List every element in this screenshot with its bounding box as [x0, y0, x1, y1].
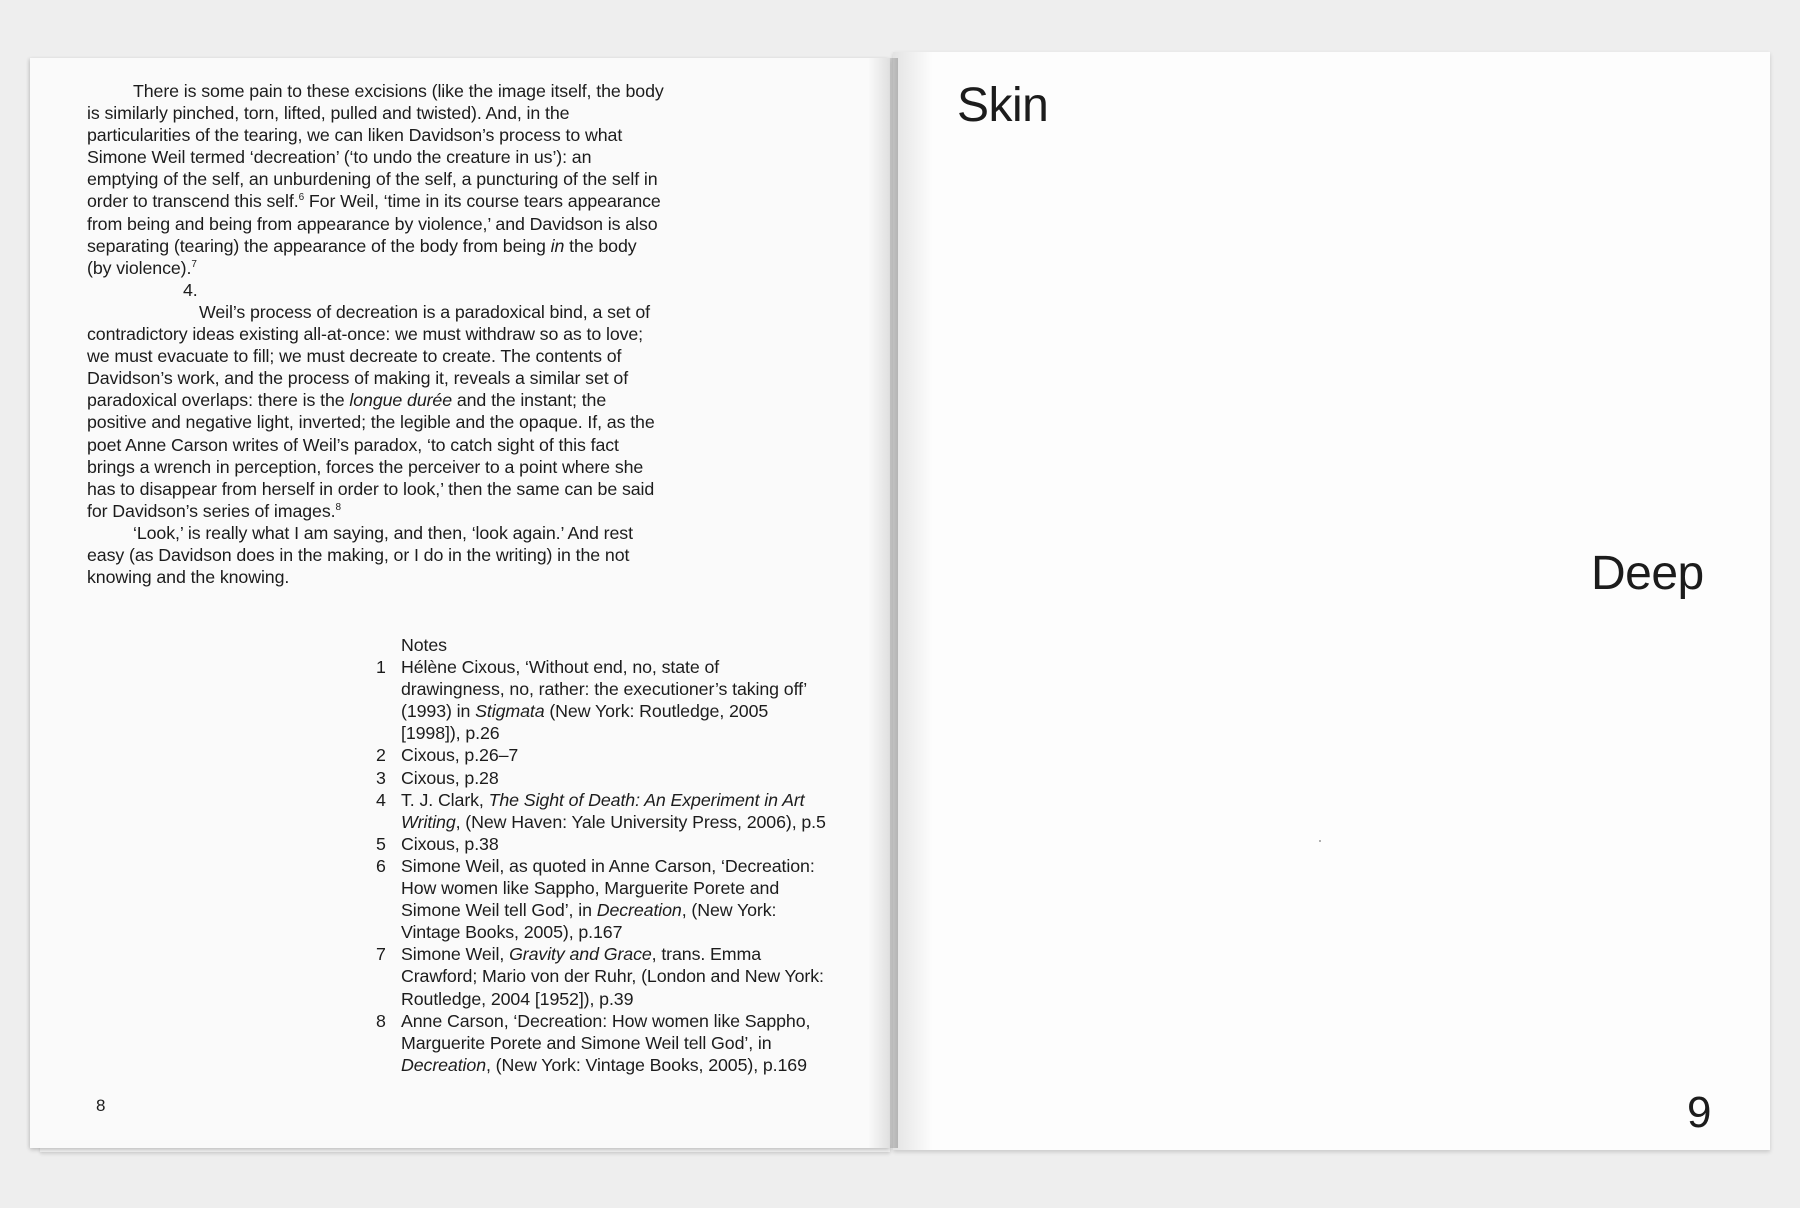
note-item [376, 943, 826, 1009]
page-shadow [893, 52, 933, 1150]
notes-list [376, 656, 826, 1076]
note-item [376, 744, 826, 766]
note-text: Simone Weil, [401, 944, 510, 965]
note-text: , (New Haven: Yale University Press, 2006), p.5 [455, 811, 826, 832]
note-italic: The Sight of Death: An Experiment in Art Writing [401, 789, 805, 832]
left-page [30, 58, 890, 1148]
note-number: 4 [376, 789, 386, 810]
paragraph-italic: longue durée [349, 390, 453, 411]
note-italic: Decreation [596, 900, 682, 921]
note-item [376, 855, 826, 943]
page-number-left: 8 [96, 1096, 106, 1115]
note-item [376, 767, 826, 789]
note-text: Cixous, p.38 [401, 833, 499, 854]
note-number: 6 [376, 855, 386, 876]
paragraph [87, 80, 665, 279]
note-text: Cixous, p.28 [401, 767, 499, 788]
notes-heading: Notes [401, 635, 447, 655]
note-item [376, 1010, 826, 1076]
note-text: T. J. Clark, [401, 789, 489, 810]
note-number: 2 [376, 745, 386, 766]
title-word-skin: Skin [957, 79, 1049, 132]
title-word-deep: Deep [1591, 547, 1704, 600]
paragraph-text: 4. [183, 279, 198, 300]
note-number: 5 [376, 833, 386, 854]
note-text [401, 767, 826, 789]
note-item [376, 656, 826, 744]
paragraph-text: Weil’s process of decreation is a paradoxical bind, a set of contradictory ideas existing all-at-once: we must withdraw so as to love; we must evacuate to fill; we must decreate to create. The contents of Davidson’s work, and the process of making it, reveals a similar set of paradoxical overlaps: there is the [87, 301, 650, 411]
paragraph-italic: in [550, 235, 565, 256]
right-page [893, 52, 1770, 1150]
note-italic: Stigmata [475, 701, 545, 722]
note-number: 8 [376, 1010, 386, 1031]
paragraph [87, 522, 665, 588]
essay-body [87, 80, 665, 588]
note-text: (New York: Routledge, 2005 [1998]), p.26 [401, 701, 769, 744]
paragraph-text: the body (by violence). [87, 235, 637, 278]
section-number [87, 279, 665, 301]
page-number-right: 9 [1687, 1088, 1712, 1137]
note-text: Simone Weil, as quoted in Anne Carson, ‘Decreation: How women like Sappho, Marguerite Porete and Simone Weil tell God’, in [401, 855, 815, 921]
note-text: Hélène Cixous, ‘Without end, no, state of drawingness, no, rather: the executioner’s taking off’ (1993) in [401, 657, 807, 722]
note-number: 1 [376, 657, 386, 678]
note-text [401, 943, 826, 1009]
note-italic: Gravity and Grace [509, 944, 652, 965]
paragraph-text: There is some pain to these excisions (like the image itself, the body is similarly pinched, torn, lifted, pulled and twisted). And, in the particularities of the tearing, we can liken Davidson’s process to what Simone Weil termed ‘decreation’ (‘to undo the creature in us’): an emptying of the self, an unburdening of the self, a puncturing of the self in order to transcend this self. [87, 81, 664, 212]
note-text [401, 789, 826, 833]
note-text: , (New York: Vintage Books, 2005), p.167 [401, 900, 777, 943]
note-item [376, 789, 826, 833]
note-text [401, 1010, 826, 1076]
paragraph-text: and the instant; the positive and negative light, inverted; the legible and the opaque. If, as the poet Anne Carson writes of Weil’s paradox, ‘to catch sight of this fact brings a wrench in perception, forces the perceiver to a point where she has to disappear from herself in order to look,’ then the same can be said for Davidson’s series of images. [87, 390, 655, 521]
paragraph-text: For Weil, ‘time in its course tears appearance from being and being from appearance by violence,’ and Davidson is also separating (tearing) the appearance of the body from being [87, 191, 661, 256]
footnote-ref: 7 [191, 258, 197, 270]
note-text: Anne Carson, ‘Decreation: How women like Sappho, Marguerite Porete and Simone Weil tell God’, in [401, 1010, 811, 1053]
note-item [376, 833, 826, 855]
footnote-ref: 8 [335, 501, 341, 513]
note-text [401, 744, 826, 766]
note-text: Cixous, p.26–7 [401, 745, 519, 766]
note-text [401, 855, 826, 943]
note-text [401, 656, 826, 744]
note-number: 3 [376, 767, 386, 788]
note-number: 7 [376, 944, 386, 965]
book-gutter [868, 58, 898, 1148]
note-text: , (New York: Vintage Books, 2005), p.169 [486, 1054, 807, 1075]
paragraph [87, 301, 665, 522]
paragraph-text: ‘Look,’ is really what I am saying, and then, ‘look again.’ And rest easy (as Davidson does in the making, or I do in the writing) in the not knowing and the knowing. [87, 522, 633, 588]
note-text: , trans. Emma Crawford; Mario von der Ruhr, (London and New York: Routledge, 2004 [1952]), p.39 [401, 944, 824, 1009]
note-text [401, 833, 826, 855]
note-italic: Decreation [401, 1054, 486, 1075]
paper-speck [1319, 840, 1321, 842]
notes-section [376, 634, 826, 1076]
footnote-ref: 6 [298, 192, 305, 204]
